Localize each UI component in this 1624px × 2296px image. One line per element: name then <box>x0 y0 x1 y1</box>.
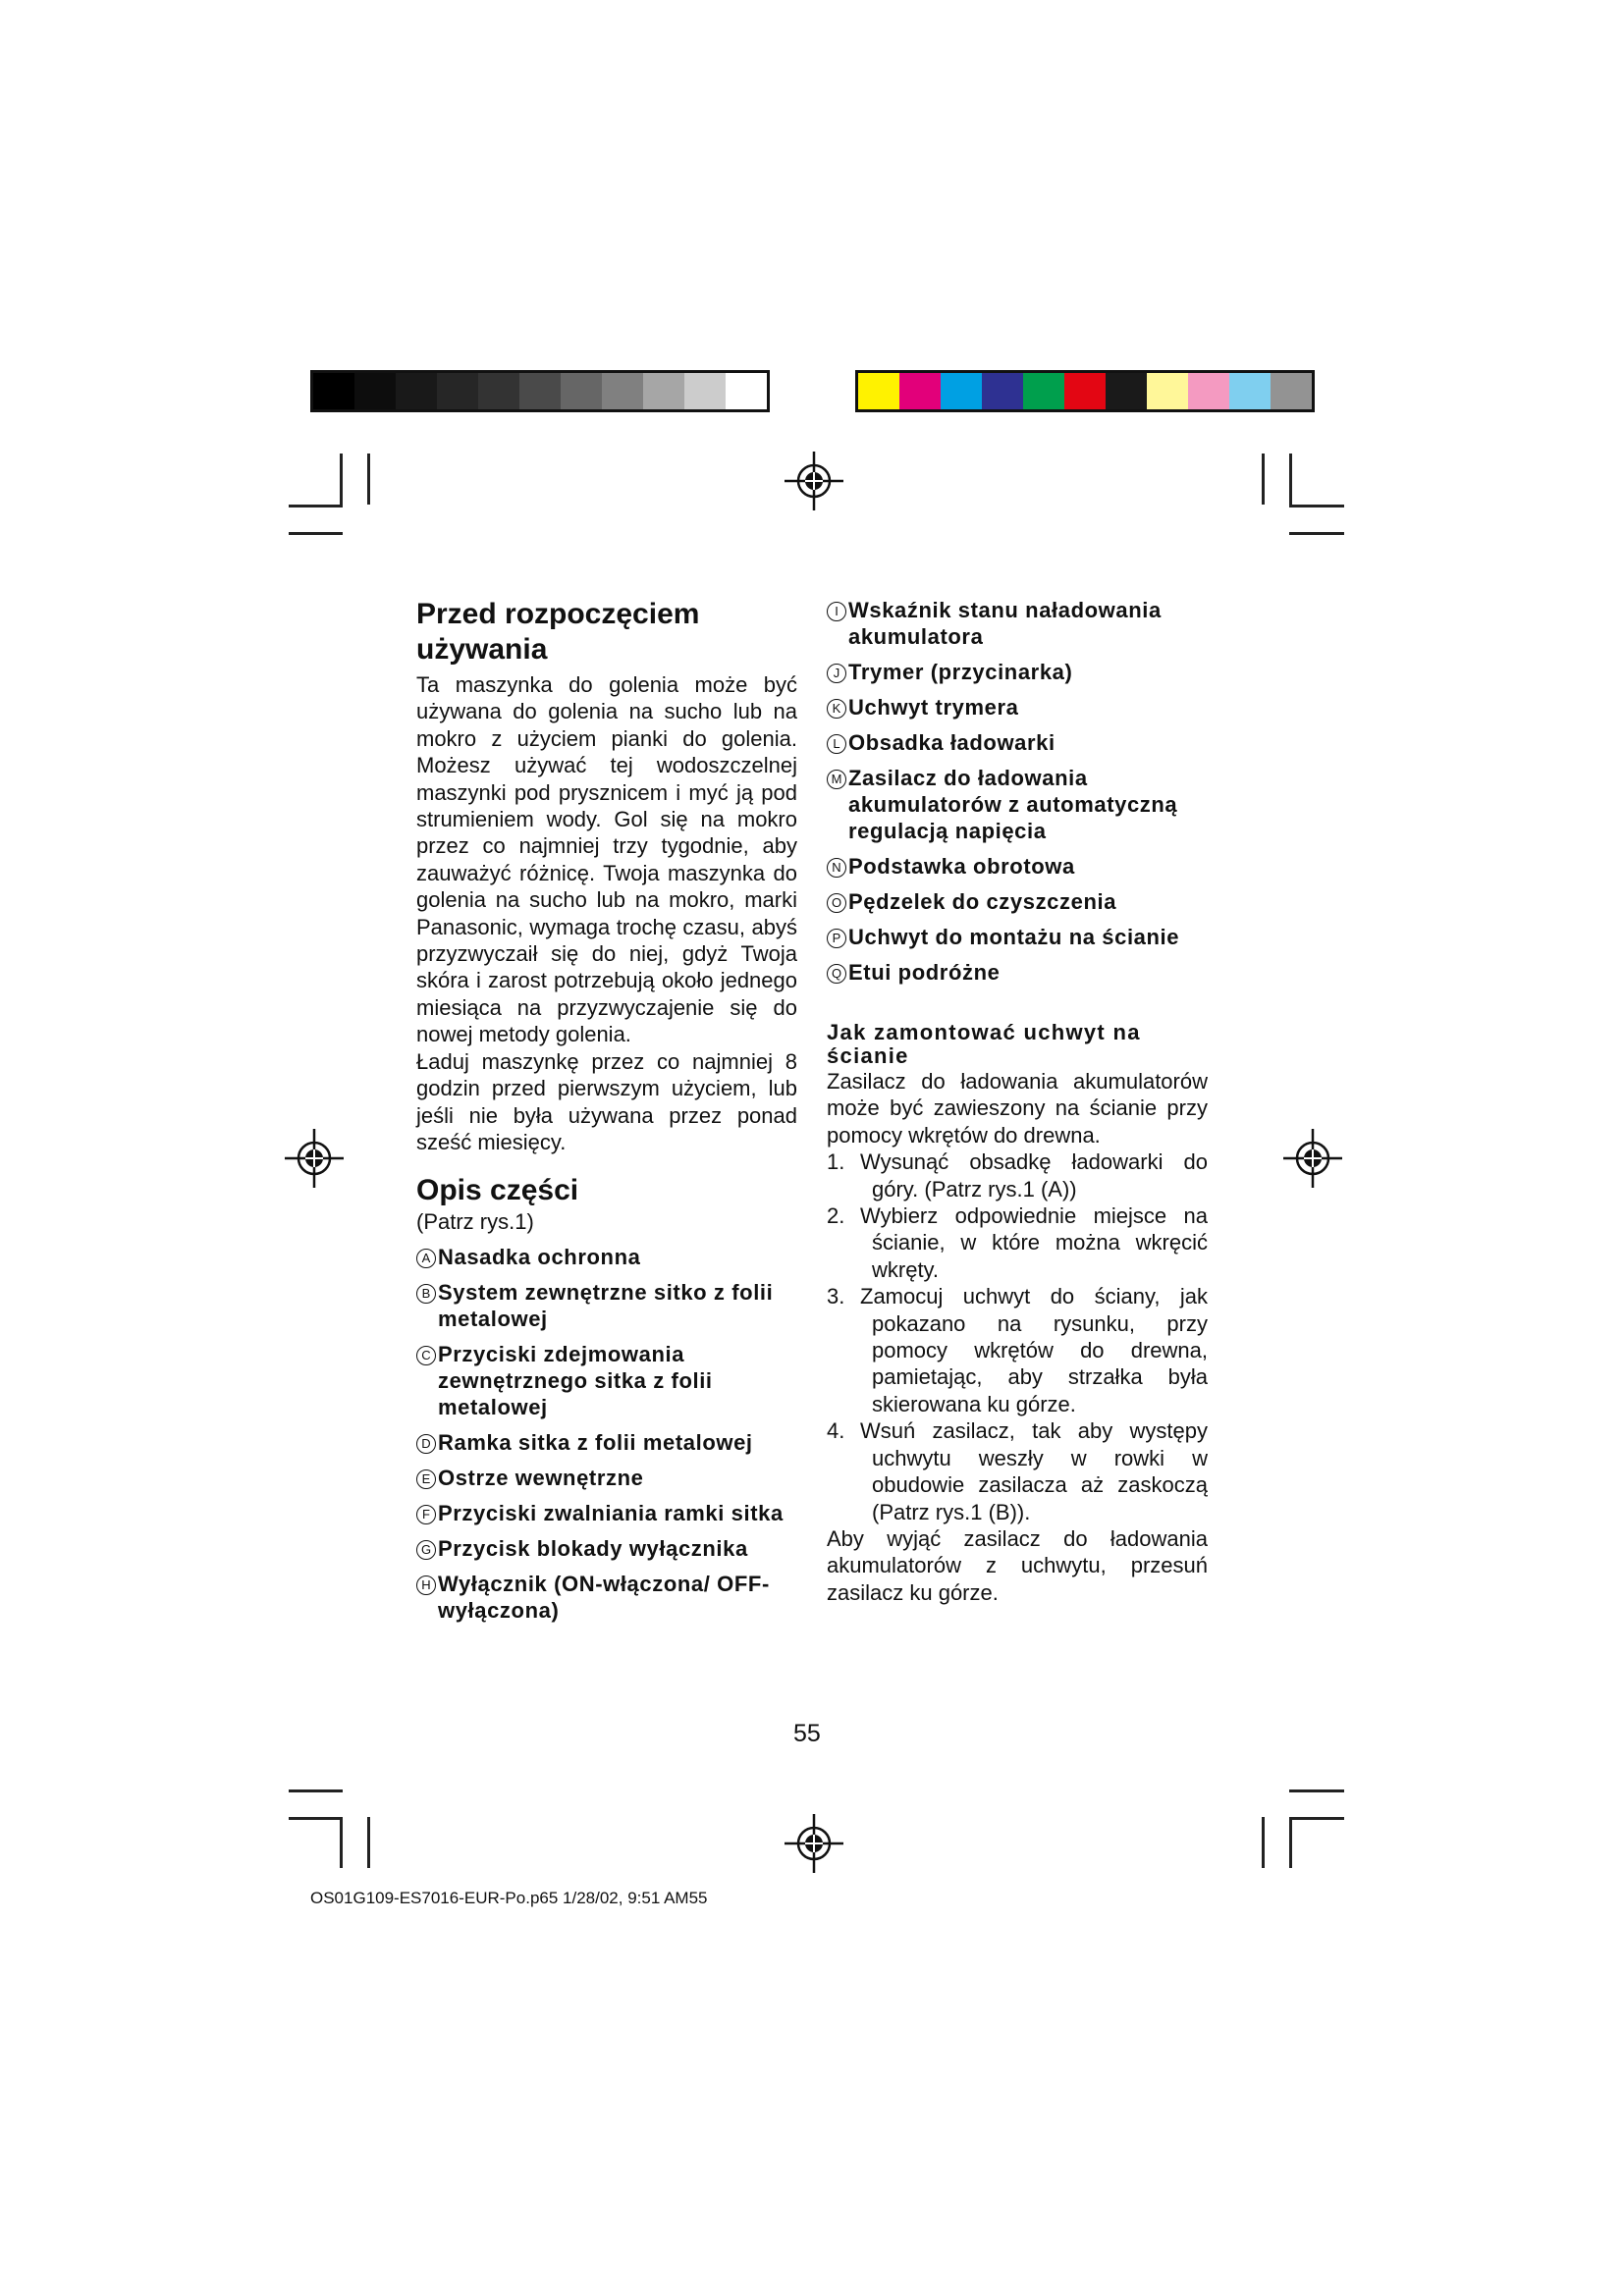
crop-mark <box>1289 1789 1344 1792</box>
part-label: Przycisk blokady wyłącznika <box>438 1535 748 1561</box>
crop-mark <box>367 1817 370 1868</box>
color-swatch <box>313 373 354 409</box>
crop-mark <box>289 532 343 535</box>
crop-mark <box>1289 1817 1344 1820</box>
color-swatch <box>1188 373 1229 409</box>
part-letter-badge: C <box>416 1346 436 1365</box>
part-letter-badge: A <box>416 1249 436 1268</box>
step-number: 4. <box>827 1418 845 1444</box>
part-item <box>827 924 1208 950</box>
part-label: Przyciski zdejmowania zewnętrznego sitka z folii metalowej <box>438 1341 713 1419</box>
intro-paragraph: Ta maszynka do golenia może być używana do golenia na sucho lub na mokro z użyciem pianki do golenia. Możesz używać tej wodoszczelnej maszynki pod prysznicem i myć ją pod strumieniem wody. Gol się na mokro przez co najmniej trzy tygodnie, aby zauważyć różnicę. Twoja maszynka do golenia na sucho lub na mokro, marki Panasonic, wymaga trochę czasu, abyś przyzwyczaił się do niej, gdyż Twoja skóra i zarost potrzebują około jednego miesiąca na przyzwyczajenie się do nowej metody golenia. <box>416 672 797 1047</box>
crop-mark <box>289 1789 343 1792</box>
part-item <box>827 853 1208 880</box>
part-item <box>416 1535 797 1562</box>
right-column <box>827 597 1208 1606</box>
section-title-before-use <box>416 597 797 667</box>
part-item <box>827 729 1208 756</box>
wall-mount-intro: Zasilacz do ładowania akumulatorów może być zawieszony na ścianie przy pomocy wkrętów do drewna. <box>827 1069 1208 1148</box>
crop-mark <box>289 505 343 507</box>
parts-list-right <box>827 597 1208 986</box>
part-item <box>827 597 1208 650</box>
part-letter-badge: K <box>827 699 846 719</box>
grayscale-calibration-bar <box>310 370 770 412</box>
crop-mark <box>340 454 343 505</box>
parts-figure-ref: (Patrz rys.1) <box>416 1209 534 1235</box>
part-item <box>827 659 1208 685</box>
print-file-footer: OS01G109-ES7016-EUR-Po.p65 1/28/02, 9:51 AM55 <box>310 1889 708 1907</box>
color-swatch <box>726 373 767 409</box>
part-item <box>416 1571 797 1624</box>
part-label: Trymer (przycinarka) <box>848 660 1073 684</box>
part-label: System zewnętrzne sitko z folii metalowej <box>438 1279 774 1331</box>
wall-mount-step <box>827 1202 1208 1283</box>
wall-mount-step <box>827 1417 1208 1525</box>
part-letter-badge: E <box>416 1469 436 1489</box>
color-swatch <box>982 373 1023 409</box>
part-letter-badge: G <box>416 1540 436 1560</box>
color-swatch <box>1023 373 1064 409</box>
part-label: Pędzelek do czyszczenia <box>848 889 1117 914</box>
title-line-2: używania <box>416 633 548 666</box>
left-column <box>416 597 797 1632</box>
part-letter-badge: F <box>416 1505 436 1524</box>
parts-list-left <box>416 1244 797 1624</box>
step-text: Zamocuj uchwyt do ściany, jak pokazano na rysunku, przy pomocy wkrętów do drewna, pamietając, aby strzałka była skierowana ku górze. <box>860 1284 1208 1416</box>
color-swatch <box>899 373 941 409</box>
step-number: 2. <box>827 1203 845 1229</box>
step-text: Wybierz odpowiednie miejsce na ścianie, w które można wkręcić wkręty. <box>860 1203 1208 1282</box>
charging-paragraph: Ładuj maszynkę przez co najmniej 8 godzin przed pierwszym użyciem, lub jeśli nie była używana przez ponad sześć miesięcy. <box>416 1048 797 1154</box>
color-swatch <box>1271 373 1312 409</box>
crop-mark <box>1289 454 1292 505</box>
color-swatch <box>1106 373 1147 409</box>
color-swatch <box>858 373 899 409</box>
part-item <box>827 765 1208 844</box>
part-label: Podstawka obrotowa <box>848 854 1075 879</box>
part-letter-badge: D <box>416 1434 436 1454</box>
crop-mark <box>1262 454 1265 505</box>
color-swatch <box>437 373 478 409</box>
step-number: 3. <box>827 1284 845 1309</box>
part-label: Wyłącznik (ON-włączona/ OFF-wyłączona) <box>438 1571 770 1623</box>
crop-mark <box>1289 1817 1292 1868</box>
color-swatch <box>561 373 602 409</box>
crop-mark <box>1289 505 1344 507</box>
part-letter-badge: M <box>827 770 846 789</box>
registration-mark-right <box>1283 1129 1342 1188</box>
part-item <box>416 1465 797 1491</box>
part-letter-badge: H <box>416 1575 436 1595</box>
part-item <box>827 694 1208 721</box>
color-swatch <box>354 373 396 409</box>
part-letter-badge: B <box>416 1284 436 1304</box>
part-item <box>416 1244 797 1270</box>
part-label: Ostrze wewnętrzne <box>438 1465 644 1490</box>
part-letter-badge: J <box>827 664 846 683</box>
color-swatch <box>602 373 643 409</box>
part-letter-badge: L <box>827 734 846 754</box>
wall-mount-step <box>827 1148 1208 1202</box>
crop-mark <box>367 454 370 505</box>
part-label: Nasadka ochronna <box>438 1244 641 1269</box>
step-text: Wsuń zasilacz, tak aby występy uchwytu weszły w rowki w obudowie zasilacza aż zaskoczą (Patrz rys.1 (B)). <box>860 1418 1208 1524</box>
color-swatch <box>1147 373 1188 409</box>
part-label: Etui podróżne <box>848 960 1001 985</box>
part-letter-badge: Q <box>827 964 846 984</box>
color-swatch <box>396 373 437 409</box>
section-title-wall-mount: Jak zamontować uchwyt na ścianie <box>827 1020 1141 1068</box>
color-swatch <box>519 373 561 409</box>
part-letter-badge: P <box>827 929 846 948</box>
wall-mount-steps <box>827 1148 1208 1525</box>
color-swatch <box>643 373 684 409</box>
part-label: Ramka sitka z folii metalowej <box>438 1429 753 1455</box>
part-label: Uchwyt trymera <box>848 695 1019 720</box>
part-item <box>416 1429 797 1456</box>
crop-mark <box>1289 532 1344 535</box>
color-swatch <box>941 373 982 409</box>
crop-mark <box>289 1817 343 1820</box>
color-swatch <box>684 373 726 409</box>
registration-mark-bottom <box>785 1814 843 1873</box>
part-letter-badge: N <box>827 858 846 878</box>
part-letter-badge: I <box>827 602 846 621</box>
registration-mark-top <box>785 452 843 510</box>
part-label: Wskaźnik stanu naładowania akumulatora <box>848 598 1162 649</box>
section-title-parts: Opis części <box>416 1174 579 1207</box>
registration-mark-left <box>285 1129 344 1188</box>
title-line-1: Przed rozpoczęciem <box>416 598 700 630</box>
crop-mark <box>1262 1817 1265 1868</box>
part-item <box>827 888 1208 915</box>
wall-mount-outro: Aby wyjąć zasilacz do ładowania akumulatorów z uchwytu, przesuń zasilacz ku górze. <box>827 1525 1208 1605</box>
step-text: Wysunąć obsadkę ładowarki do góry. (Patrz rys.1 (A)) <box>860 1149 1208 1201</box>
crop-mark <box>340 1817 343 1868</box>
color-swatch <box>1229 373 1271 409</box>
part-item <box>416 1500 797 1526</box>
part-label: Obsadka ładowarki <box>848 730 1056 755</box>
step-number: 1. <box>827 1149 845 1175</box>
color-swatch <box>1064 373 1106 409</box>
part-item <box>827 959 1208 986</box>
part-label: Uchwyt do montażu na ścianie <box>848 925 1180 949</box>
part-item <box>416 1279 797 1332</box>
wall-mount-step <box>827 1283 1208 1417</box>
page-number: 55 <box>793 1720 821 1747</box>
color-calibration-bar <box>855 370 1315 412</box>
part-label: Zasilacz do ładowania akumulatorów z automatyczną regulacją napięcia <box>848 766 1178 843</box>
part-label: Przyciski zwalniania ramki sitka <box>438 1500 784 1525</box>
part-letter-badge: O <box>827 893 846 913</box>
color-swatch <box>478 373 519 409</box>
part-item <box>416 1341 797 1420</box>
